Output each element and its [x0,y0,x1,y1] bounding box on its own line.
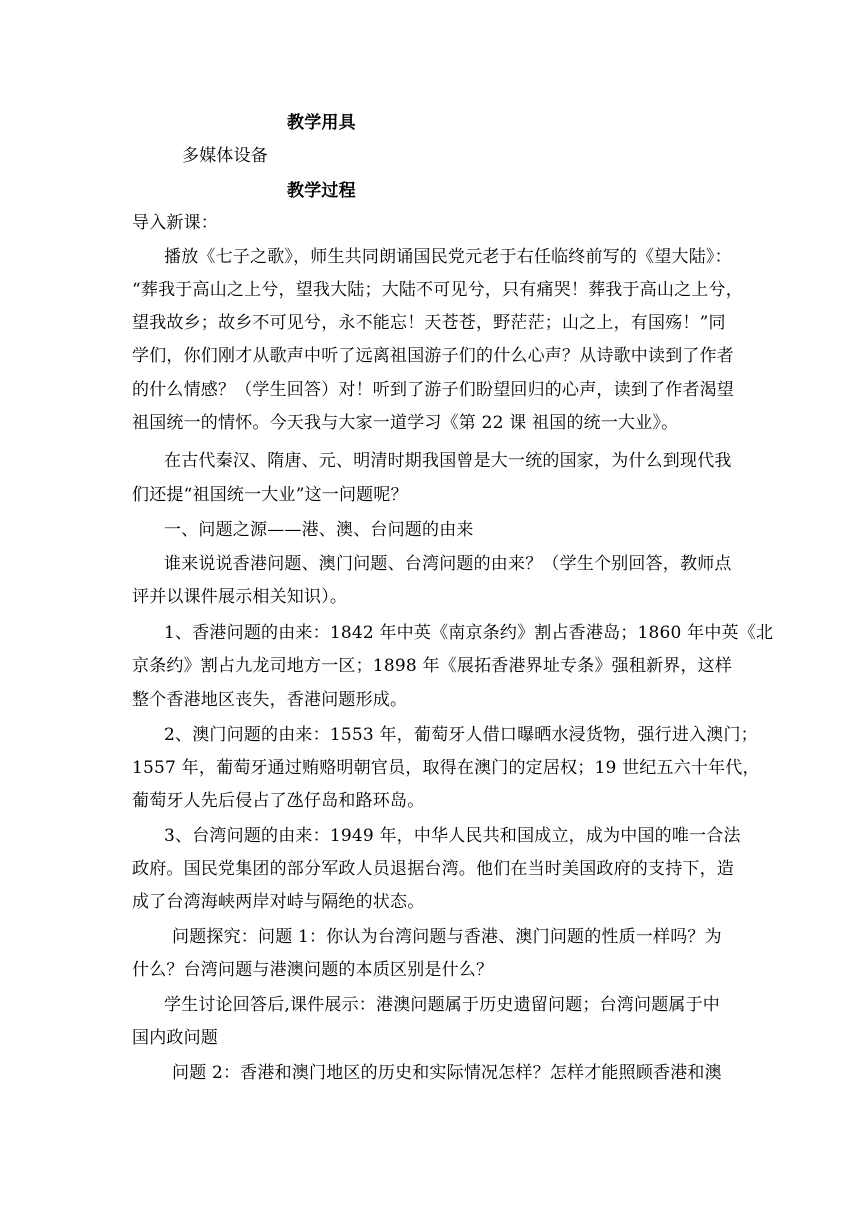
paragraph-line: “葬我于高山之上兮，望我大陆；大陆不可见兮，只有痛哭！葬我于高山之上兮， [132,280,743,300]
paragraph-line: 们还提“祖国统一大业”这一问题呢？ [132,485,408,505]
paragraph-line: 1、香港问题的由来：1842 年中英《南京条约》割占香港岛；1860 年中英《北 [164,623,774,643]
paragraph-line: 学生讨论回答后,课件展示：港澳问题属于历史遗留问题；台湾问题属于中 [164,995,721,1015]
paragraph-line: 问题探究：问题 1：你认为台湾问题与香港、澳门问题的性质一样吗？为 [172,927,722,947]
paragraph-line: 祖国统一的情怀。今天我与大家一道学习《第 22 课 祖国的统一大业》。 [132,413,679,433]
paragraph-line: 多媒体设备 [182,146,268,166]
paragraph-line: 学们，你们刚才从歌声中听了远离祖国游子们的什么心声？从诗歌中读到了作者 [132,346,734,366]
heading-teaching-tools: 教学用具 [287,113,356,133]
paragraph-line: 国内政问题 [132,1028,218,1048]
paragraph-line: 葡萄牙人先后侵占了氹仔岛和路环岛。 [132,791,425,811]
section-heading: 一、问题之源——港、澳、台问题的由来 [164,520,474,540]
paragraph-line: 在古代秦汉、隋唐、元、明清时期我国曾是大一统的国家，为什么到现代我 [164,451,732,471]
paragraph-line: 3、台湾问题的由来：1949 年，中华人民共和国成立，成为中国的唯一合法 [164,826,741,846]
paragraph-line: 谁来说说香港问题、澳门问题、台湾问题的由来？（学生个别回答，教师点 [164,554,732,574]
paragraph-line: 2、澳门问题的由来：1553 年，葡萄牙人借口曝晒水浸货物，强行进入澳门； [164,725,758,745]
paragraph-line: 1557 年，葡萄牙通过贿赂明朝官员，取得在澳门的定居权；19 世纪五六十年代， [132,758,760,778]
paragraph-line: 整个香港地区丧失，香港问题形成。 [132,690,408,710]
paragraph-line: 京条约》割占九龙司地方一区；1898 年《展拓香港界址专条》强租新界，这样 [132,656,733,676]
paragraph-line: 政府。国民党集团的部分军政人员退据台湾。他们在当时美国政府的支持下，造 [132,859,734,879]
paragraph-line: 望我故乡；故乡不可见兮，永不能忘！天苍苍，野茫茫；山之上，有国殇！”同 [132,313,726,333]
paragraph-line: 播放《七子之歌》，师生共同朗诵国民党元老于右任临终前写的《望大陆》： [164,247,732,267]
heading-teaching-process: 教学过程 [287,181,356,201]
paragraph-line: 成了台湾海峡两岸对峙与隔绝的状态。 [132,892,425,912]
paragraph-line: 什么？台湾问题与港澳问题的本质区别是什么？ [132,960,494,980]
paragraph-line: 评并以课件展示相关知识）。 [132,587,348,607]
paragraph-line: 问题 2：香港和澳门地区的历史和实际情况怎样？怎样才能照顾香港和澳 [172,1063,722,1083]
paragraph-line: 导入新课： [132,213,218,233]
paragraph-line: 的什么情感？（学生回答）对！听到了游子们盼望回归的心声，读到了作者渴望 [132,380,734,400]
